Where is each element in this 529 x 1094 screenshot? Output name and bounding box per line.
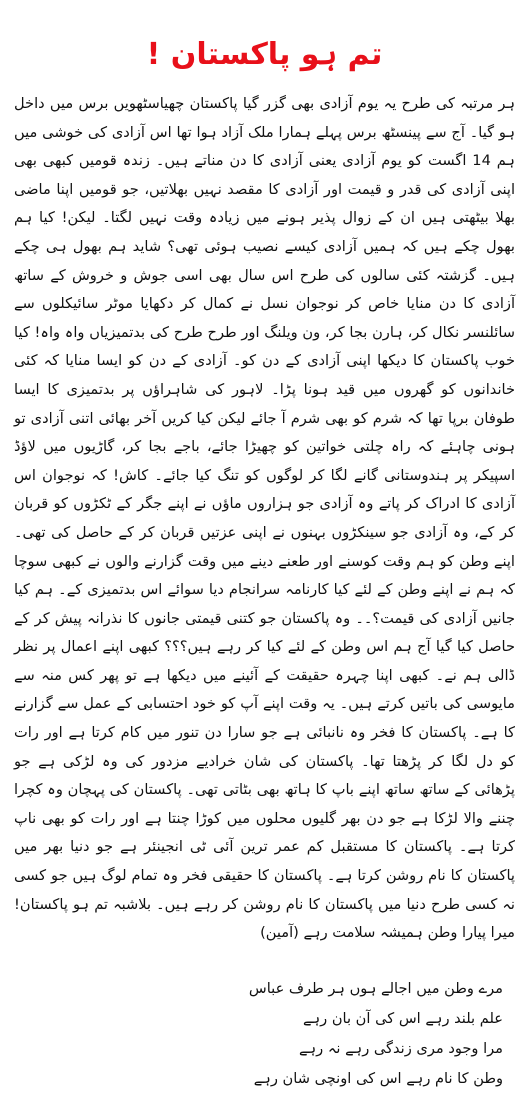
article-body: ہر مرتبہ کی طرح یہ یوم آزادی بھی گزر گیا پاکستان چھیاسٹھویں برس میں داخل ہو گیا۔ آج سے پینسٹھ برس پہلے ہمارا ملک آزاد ہوا تھا اس آزادی کی خوشی میں ہم 14 اگست کو یوم آزادی یعنی آزادی کا دن مناتے ہیں۔ زندہ قومیں کبھی بھی اپنی آزادی کی قدر و قیمت اور آزادی کا مقصد نہیں بھلاتیں، جو قومیں اپنا ماضی بھلا بیٹھتی ہیں ان کے زوال پذیر ہونے میں زیادہ وقت نہیں لگتا۔ لیکن! کیا ہم بھول چکے ہیں کہ ہمیں آزادی کیسے نصیب ہوئی تھی؟ شاید ہم بھول ہی چکے ہیں۔ گزشتہ کئی سالوں کی طرح اس سال بھی اسی جوش و خروش کے ساتھ آزادی کا دن منایا خاص کر نوجوان نسل نے کمال کر دکھایا موٹر سائیکلوں سے سائلنسر نکال کر، ہارن بجا کر، ون ویلنگ اور طرح طرح کی بدتمیزیاں واہ واہ! کیا خوب پاکستان کا دیکھا اپنی آزادی کے دن کو۔ آزادی کے دن کو ایسا منایا کہ کئی خاندانوں کو گھروں میں قید ہونا پڑا۔ لاہور کی شاہراؤں پر بدتمیزی کا ایسا طوفان برپا تھا کہ شرم کو بھی شرم آ جائے لیکن کیا کریں آخر بھائی اتنی آزادی تو ہونی چاہئے کہ راہ چلتی خواتین کو چھیڑا جائے، باجے بجا کر، گاڑیوں میں لاؤڈ اسپیکر پر ہندوستانی گانے لگا کر لوگوں کو تنگ کیا جائے۔ کاش! کہ نوجوان اس آزادی کا ادراک کر پاتے وہ آزادی جو ہزاروں ماؤں نے اپنے جگر کے ٹکڑوں کو قربان کر کے، وہ آزادی جو سینکڑوں بہنوں نے اپنی عزتیں قربان کر کے حاصل کی تھی۔ اپنے وطن کو ہم وقت کوسنے اور طعنے دینے میں وقت گزارنے والوں نے کبھی سوچا کہ ہم نے اپنے وطن کے لئے کیا کارنامہ سرانجام دیا سوائے اس بدتمیزی کے۔ ہم کیا جانیں آزادی کی قیمت؟۔۔ وہ پاکستان جو کتنی قیمتی جانوں کا نذرانہ پیش کر کے حاصل کیا گیا آج ہم اس وطن کے لئے کیا کر رہے ہیں؟؟؟ کبھی اپنے اعمال پر نظر ڈالی ہم نے۔ کبھی اپنا چہرہ حقیقت کے آئینے میں دیکھا ہے تو پھر کس منہ سے مایوسی کی باتیں کرتے ہیں۔ یہ وقت اپنے آپ کو خود احتسابی کے عمل سے گزارنے کا ہے۔ پاکستان کا فخر وہ نانبائی ہے جو سارا دن تنور میں کام کرتا ہے اور رات کو دل لگا کر پڑھتا تھا۔ پاکستان کی شان خرادیے مزدور کی وہ لڑکی ہے جو پڑھائی کے ساتھ ساتھ اپنے باپ کا ہاتھ بھی بٹاتی تھی۔ پاکستان کی پہچان وہ کچرا چننے والا لڑکا ہے جو دن بھر گلیوں محلوں میں کوڑا چنتا ہے اور رات کو بھی ناپ کرتا ہے۔ پاکستان کا مستقبل کم عمر ترین آئی ٹی انجینئر ہے جو دنیا بھر میں پاکستان کا نام روشن کرتا ہے۔ پاکستان کا حقیقی فخر وہ تمام لوگ ہیں جو کسی نہ کسی طرح دنیا میں پاکستان کا نام روشن کر رہے ہیں۔ بلاشبہ تم ہو پاکستان! میرا پیارا وطن ہمیشہ سلامت رہے (آمین) bbox=[14, 95, 515, 942]
poem-line: علم بلند رہے اس کی آن بان رہے bbox=[303, 1009, 503, 1027]
poem-line: وطن کا نام رہے اس کی اونچی شان رہے bbox=[253, 1069, 503, 1087]
poem-line: مرے وطن میں اجالے ہوں ہر طرف عباس bbox=[248, 979, 503, 997]
poem-line: مرا وجود مری زندگی رہے نہ رہے bbox=[299, 1039, 503, 1057]
poem-block bbox=[14, 974, 515, 1094]
article-title: تم ہو پاکستان ! bbox=[146, 37, 383, 72]
